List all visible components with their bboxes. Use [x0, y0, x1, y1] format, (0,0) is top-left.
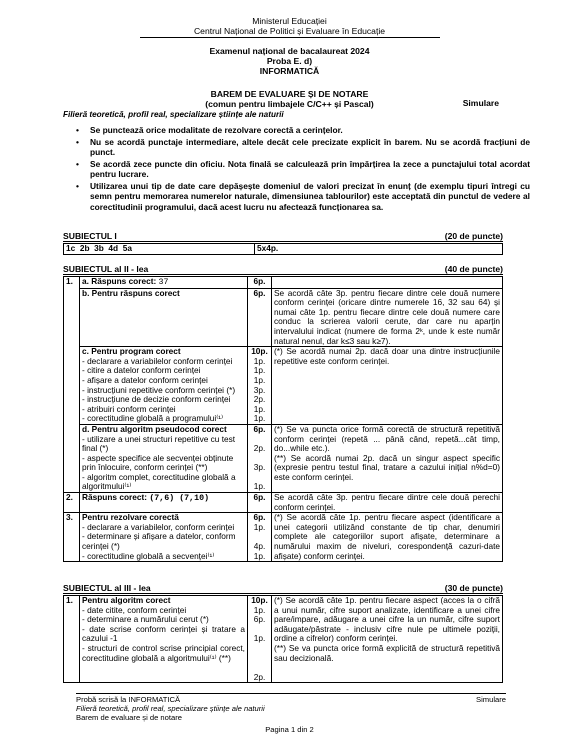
- subiect2-heading: [63, 264, 503, 275]
- header-divider: [140, 37, 440, 38]
- q2-points: 6p.: [248, 493, 272, 513]
- question-number: 1.: [64, 596, 80, 683]
- list-item: - determinare a numărului cerut (*): [82, 614, 209, 625]
- points: 1p.: [253, 365, 266, 376]
- item-a-answer: 37: [158, 278, 169, 287]
- ministry-name: Ministerul Educației: [252, 16, 327, 26]
- item-d-points: [248, 424, 272, 492]
- subiect1-heading: [63, 231, 503, 242]
- footer-simulare: Simulare: [476, 695, 506, 704]
- list-item: - aspecte specifice ale secvenței obținute prin înlocuire, conform cerinței (**): [82, 452, 234, 473]
- item-a-label: a. Răspuns corect: 37: [80, 277, 248, 289]
- points: 3p.: [253, 462, 266, 473]
- note-text: (*) Se va puncta orice formă corectă de structură repetitivă conform cerinței (repetă ... până când, repetă...cât timp, do...while etc.).: [274, 423, 500, 454]
- q3-note: (*) Se acordă câte 1p. pentru fiecare aspect (identificare a unei categorii utilizând constante de tip char, denumiri complete ale categoriilor suport afișate, determinare a numărului maxim de niveluri, corespondență cazuri-date afișate) conform cerinței.: [272, 513, 503, 562]
- list-item: - algoritm complet, corectitudine globală a algoritmului⁽¹⁾: [82, 471, 236, 492]
- points-total: 10p.: [251, 346, 268, 357]
- points: 2p.: [253, 394, 266, 405]
- item-b-note: Se acordă câte 3p. pentru fiecare dintre cele două numere conform cerinței (oricare dintre numerele 16, 32 sau 64) și numai câte 1p. pentru fiecare dintre cele două numere care conduc la scrierea valorii cerute, dar care nu aparțin intervalului indicat (numere de forma 2ᵏ, unde k este număr natural nenul, dar k≤3 sau k≥7).: [272, 288, 503, 347]
- rules-list: [70, 125, 530, 213]
- page-number: Pagina 1 din 2: [265, 725, 314, 734]
- item-d-cell: [80, 424, 248, 492]
- points: 3p.: [253, 384, 266, 395]
- document-header: [0, 0, 579, 38]
- item-c-cell: [80, 347, 248, 425]
- table-row: [64, 493, 503, 513]
- points: 1p.: [253, 550, 266, 561]
- list-item: - citire a datelor conform cerinței: [82, 365, 201, 376]
- subiect3-points: (30 de puncte): [444, 583, 503, 593]
- footer-divider: [76, 693, 506, 694]
- page-footer: [76, 695, 506, 723]
- question-number: 3.: [64, 513, 80, 562]
- exam-titles: [0, 46, 579, 76]
- rule-item: • Utilizarea unui tip de date care depășește domeniul de valori precizat în enunț (de exemplu tipuri întregi cu semn pentru memorarea numerelor naturale, dimensiunea tablourilor) este acceptată din punctul de vedere al corectitudinii programului, dacă acest lucru nu afectează funcționarea sa.: [90, 181, 530, 212]
- footer-line1: Probă scrisă la INFORMATICĂ: [76, 695, 181, 704]
- filiera-text: Filieră teoretică, profil real, specializare științe ale naturii: [63, 110, 284, 119]
- points: 1p.: [253, 604, 266, 615]
- footer-line3: Barem de evaluare și de notare: [76, 713, 182, 723]
- list-item: - corectitudine globală a programului⁽¹⁾: [82, 413, 224, 424]
- table-row: [64, 347, 503, 425]
- subiect3-table: [63, 595, 503, 683]
- points: 1p.: [253, 374, 266, 385]
- list-item: - date citite, conform cerinței: [82, 604, 187, 615]
- points: 1p.: [253, 413, 266, 424]
- subiect1-points: (20 de puncte): [444, 231, 503, 241]
- list-item: - structuri de control scrise principial corect, corectitudine globală a algoritmului⁽¹⁾ (**): [82, 642, 245, 663]
- question-number: 2.: [64, 493, 80, 513]
- s3q1-cell: [80, 596, 248, 683]
- table-row: [64, 513, 503, 562]
- q2-label: Răspuns corect: (7,6) (7,10): [80, 493, 248, 513]
- simulare-label: Simulare: [462, 98, 499, 108]
- note-text: (**) Se va puncta orice formă explicită de structură repetitivă sau decizională.: [274, 642, 500, 663]
- q3-cell: [80, 513, 248, 562]
- footer-line2: Filieră teoretică, profil real, specializare științe ale naturii: [76, 704, 265, 714]
- points: 1p.: [253, 481, 266, 492]
- points: 1p.: [253, 355, 266, 366]
- list-item: - atribuiri conform cerinței: [82, 403, 176, 414]
- points: 6p.: [253, 614, 266, 625]
- item-a-note: [272, 277, 503, 289]
- item-b-points: 6p.: [248, 288, 272, 347]
- points: 1p.: [253, 633, 266, 644]
- note-text: (**) Se acordă numai 2p. dacă un singur aspect specific (expresie pentru testul final, tratare a cazului inițial n%d=0) este conform cerinței.: [274, 452, 500, 482]
- question-number: 1.: [64, 277, 80, 493]
- subiect2-title: SUBIECTUL al II - lea: [63, 264, 149, 274]
- points-total: 6p.: [253, 512, 266, 523]
- subiect2-points: (40 de puncte): [444, 264, 503, 274]
- list-item: - date scrise conform cerinței și tratare a cazului -1: [82, 623, 245, 644]
- exam-title: Examenul național de bacalaureat 2024: [209, 46, 370, 56]
- subject-title: INFORMATICĂ: [259, 66, 320, 76]
- points: 2p.: [253, 671, 266, 682]
- subiect1-scoring: 5x4p.: [255, 244, 503, 255]
- barem-title: BAREM DE EVALUARE ȘI DE NOTARE: [210, 89, 369, 99]
- points: 1p.: [253, 403, 266, 414]
- s3q1-points: [248, 596, 272, 683]
- item-d-note: [272, 424, 503, 492]
- item-b-label: b. Pentru răspuns corect: [80, 288, 248, 347]
- list-item: - utilizare a unei structuri repetitive cu test final (*): [82, 433, 236, 454]
- points: 4p.: [253, 541, 266, 552]
- points-total: 6p.: [253, 423, 266, 434]
- s3q1-note: [272, 596, 503, 683]
- points: 1p.: [253, 521, 266, 532]
- q3-label: Pentru rezolvare corectă: [82, 512, 179, 523]
- list-item: - afișare a datelor conform cerinței: [82, 374, 208, 385]
- q2-note: Se acordă câte 3p. pentru fiecare dintre cele două perechi conform cerinței.: [272, 493, 503, 513]
- list-item: - instrucțiune de decizie conform cerinței: [82, 394, 231, 405]
- list-item: - corectitudine globală a secvenței⁽¹⁾: [82, 550, 215, 561]
- item-c-note: (*) Se acordă numai 2p. dacă doar una dintre instrucțiunile repetitive este conform cerinței.: [272, 347, 503, 425]
- table-row: [64, 596, 503, 683]
- table-row: [64, 277, 503, 289]
- item-d-label: d. Pentru algoritm pseudocod corect: [82, 423, 227, 434]
- list-item: - declarare a variabilelor, conform cerinței: [82, 521, 235, 532]
- rule-item: • Se acordă zece puncte din oficiu. Nota finală se calculează prin împărțirea la zece a punctajului total acordat pentru lucrare.: [90, 159, 530, 180]
- subiect2-table: [63, 276, 503, 562]
- subiect1-answers: 1c 2b 3b 4d 5a: [64, 244, 255, 255]
- table-row: [64, 424, 503, 492]
- subiect1-title: SUBIECTUL I: [63, 231, 117, 241]
- table-row: [64, 288, 503, 347]
- s3q1-label: Pentru algoritm corect: [82, 595, 171, 605]
- table-row: [64, 244, 503, 255]
- q3-points: [248, 513, 272, 562]
- list-item: - declarare a variabilelor conform cerinței: [82, 355, 233, 366]
- item-a-points: 6p.: [248, 277, 272, 289]
- q2-answer: (7,6) (7,10): [149, 494, 210, 504]
- rule-item: • Nu se acordă punctaje intermediare, altele decât cele precizate explicit în barem. Nu se acordă fracțiuni de punct.: [90, 137, 530, 158]
- item-c-label: c. Pentru program corect: [82, 346, 181, 357]
- item-c-points: [248, 347, 272, 425]
- proba-title: Proba E. d): [266, 56, 313, 66]
- center-name: Centrul Național de Politici și Evaluare în Educație: [193, 26, 386, 36]
- subiect1-table: [63, 243, 503, 255]
- list-item: - determinare și afișare a datelor, conform cerinței (*): [82, 531, 236, 552]
- note-text: (*) Se acordă câte 1p. pentru fiecare aspect (acces la o cifră a unui număr, cifre suport analizate, identificare a unei cifre pare/impare, adăugare a unei cifre la un număr, cifre suport adăugate/păstrate - inclusiv cifre nule pe ultimele poziții, ordine a cifrelor) conform cerinței.: [274, 595, 500, 644]
- points: 2p.: [253, 443, 266, 454]
- subiect3-heading: [63, 583, 503, 594]
- rule-item: • Se punctează orice modalitate de rezolvare corectă a cerințelor.: [90, 125, 530, 135]
- list-item: - instrucțiuni repetitive conform cerinței (*): [82, 384, 236, 395]
- barem-subtitle: (comun pentru limbajele C/C++ și Pascal): [205, 99, 374, 109]
- subiect3-title: SUBIECTUL al III - lea: [63, 583, 151, 593]
- points-total: 10p.: [251, 595, 268, 605]
